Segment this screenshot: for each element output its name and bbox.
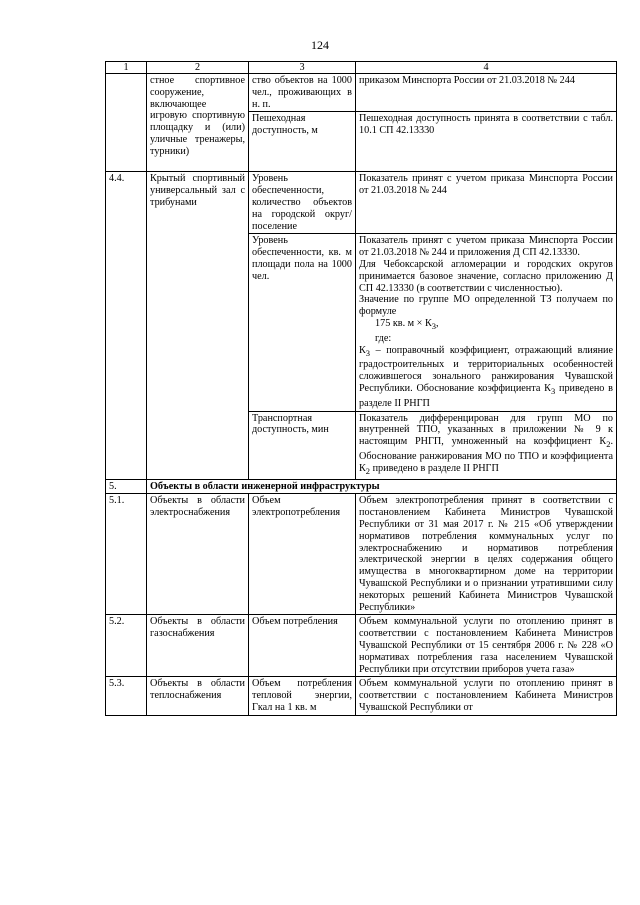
object-name-cell: Крытый спортивный универсальный зал с трибунами <box>147 172 249 479</box>
row-number-cell <box>106 74 147 172</box>
object-name-cell: стное спортивное сооружение, включающее игровую спортивную площадку и (или) уличные тренажеры, турники) <box>147 74 249 172</box>
row-number-cell: 5.1. <box>106 494 147 615</box>
paragraph: $К_3$ – поправочный коэффициент, отражающий влияние градостроительных и территориальных особенностей сложившегося зонального ранжирования Чувашской Республики. Обоснование коэффициента $К_3$ приведено в разделе II РНГП <box>359 344 613 409</box>
indicator-cell: ство объектов на 1000 чел., проживающих в н. п. <box>249 74 356 112</box>
object-name-cell: Объекты в области газоснабжения <box>147 615 249 677</box>
table-row <box>106 494 617 615</box>
table-row <box>106 677 617 715</box>
header-cell: 3 <box>249 62 356 74</box>
object-name-cell: Объекты в области электроснабжения <box>147 494 249 615</box>
paragraph: Показатель принят с учетом приказа Минспорта России от 21.03.2018 № 244 и приложения Д СП 42.13330. <box>359 235 613 259</box>
table-row <box>106 74 617 112</box>
section-title: Объекты в области инженерной инфраструктуры <box>147 479 617 494</box>
paragraph: Показатель дифференцирован для групп МО по внутренней ТПО, указанных в приложении № 9 к настоящим РНГП, умноженный на коэффициент $К_2$. Обоснование ранжирования МО по ТПО и коэффициента $К_2$ приведено в разделе II РНГП <box>359 412 613 476</box>
header-cell: 1 <box>106 62 147 74</box>
page-number: 124 <box>311 38 329 52</box>
comment-cell: Объем электропотребления принят в соответствии с постановлением Кабинета Министров Чувашской Республики от 31 мая 2017 г. № 215 «Об утверждении нормативов потребления коммунальных услуг по электроснабжению и нормативов потребления электрической энергии в целях содержания общего имущества в многоквартирном доме на территории Чувашской Республики и о признании утратившими силу некоторых решений Кабинета Министров Чувашской Республики» <box>356 494 617 615</box>
section-row <box>106 479 617 494</box>
comment-cell: Пешеходная доступность принята в соответствии с табл. 10.1 СП 42.13330 <box>356 112 617 172</box>
paragraph: Для Чебоксарской агломерации и городских округов принимается базовое значение, согласно приложению Д СП 42.13330 (в соответствии с численностью). <box>359 258 613 294</box>
indicator-cell: Уровень обеспеченности, кв. м площади пола на 1000 чел. <box>249 234 356 411</box>
comment-cell: приказом Минспорта России от 21.03.2018 № 244 <box>356 74 617 112</box>
row-number-cell: 5. <box>106 479 147 494</box>
comment-cell: Объем коммунальной услуги по отоплению принят в соответствии с постановлением Кабинета Министров Чувашской Республики от 15 сентября 2006 г. № 228 «О нормативах потребления газа населением Чувашской Республики при отсутствии приборов учета газа» <box>356 615 617 677</box>
comment-cell: Объем коммунальной услуги по отоплению принят в соответствии с постановлением Кабинета Министров Чувашской Республики от <box>356 677 617 715</box>
indicator-cell: Уровень обеспеченности, количество объектов на городской округ/поселение <box>249 172 356 234</box>
norms-table <box>105 61 617 716</box>
row-number-cell: 4.4. <box>106 172 147 479</box>
header-cell: 4 <box>356 62 617 74</box>
formula: 175 кв. $м \times К_3$, <box>375 317 439 331</box>
indicator-cell: Пешеходная доступность, м <box>249 112 356 172</box>
object-name-cell: Объекты в области теплоснабжения <box>147 677 249 715</box>
indicator-cell: Объем потребления тепловой энергии, Гкал на 1 кв. м <box>249 677 356 715</box>
row-number-cell: 5.3. <box>106 677 147 715</box>
indicator-cell: Объем потребления <box>249 615 356 677</box>
comment-cell <box>356 234 617 411</box>
indicator-cell: Транспортная доступность, мин <box>249 411 356 479</box>
paragraph: Значение по группе МО определенной ТЗ получаем по формуле <box>359 294 613 318</box>
table-header-row <box>106 62 617 74</box>
row-number-cell: 5.2. <box>106 615 147 677</box>
table-row <box>106 172 617 234</box>
paragraph: где: <box>375 332 392 344</box>
header-cell: 2 <box>147 62 249 74</box>
indicator-cell: Объем электропотребления <box>249 494 356 615</box>
table-row <box>106 615 617 677</box>
comment-cell <box>356 411 617 479</box>
comment-cell: Показатель принят с учетом приказа Минспорта России от 21.03.2018 № 244 <box>356 172 617 234</box>
